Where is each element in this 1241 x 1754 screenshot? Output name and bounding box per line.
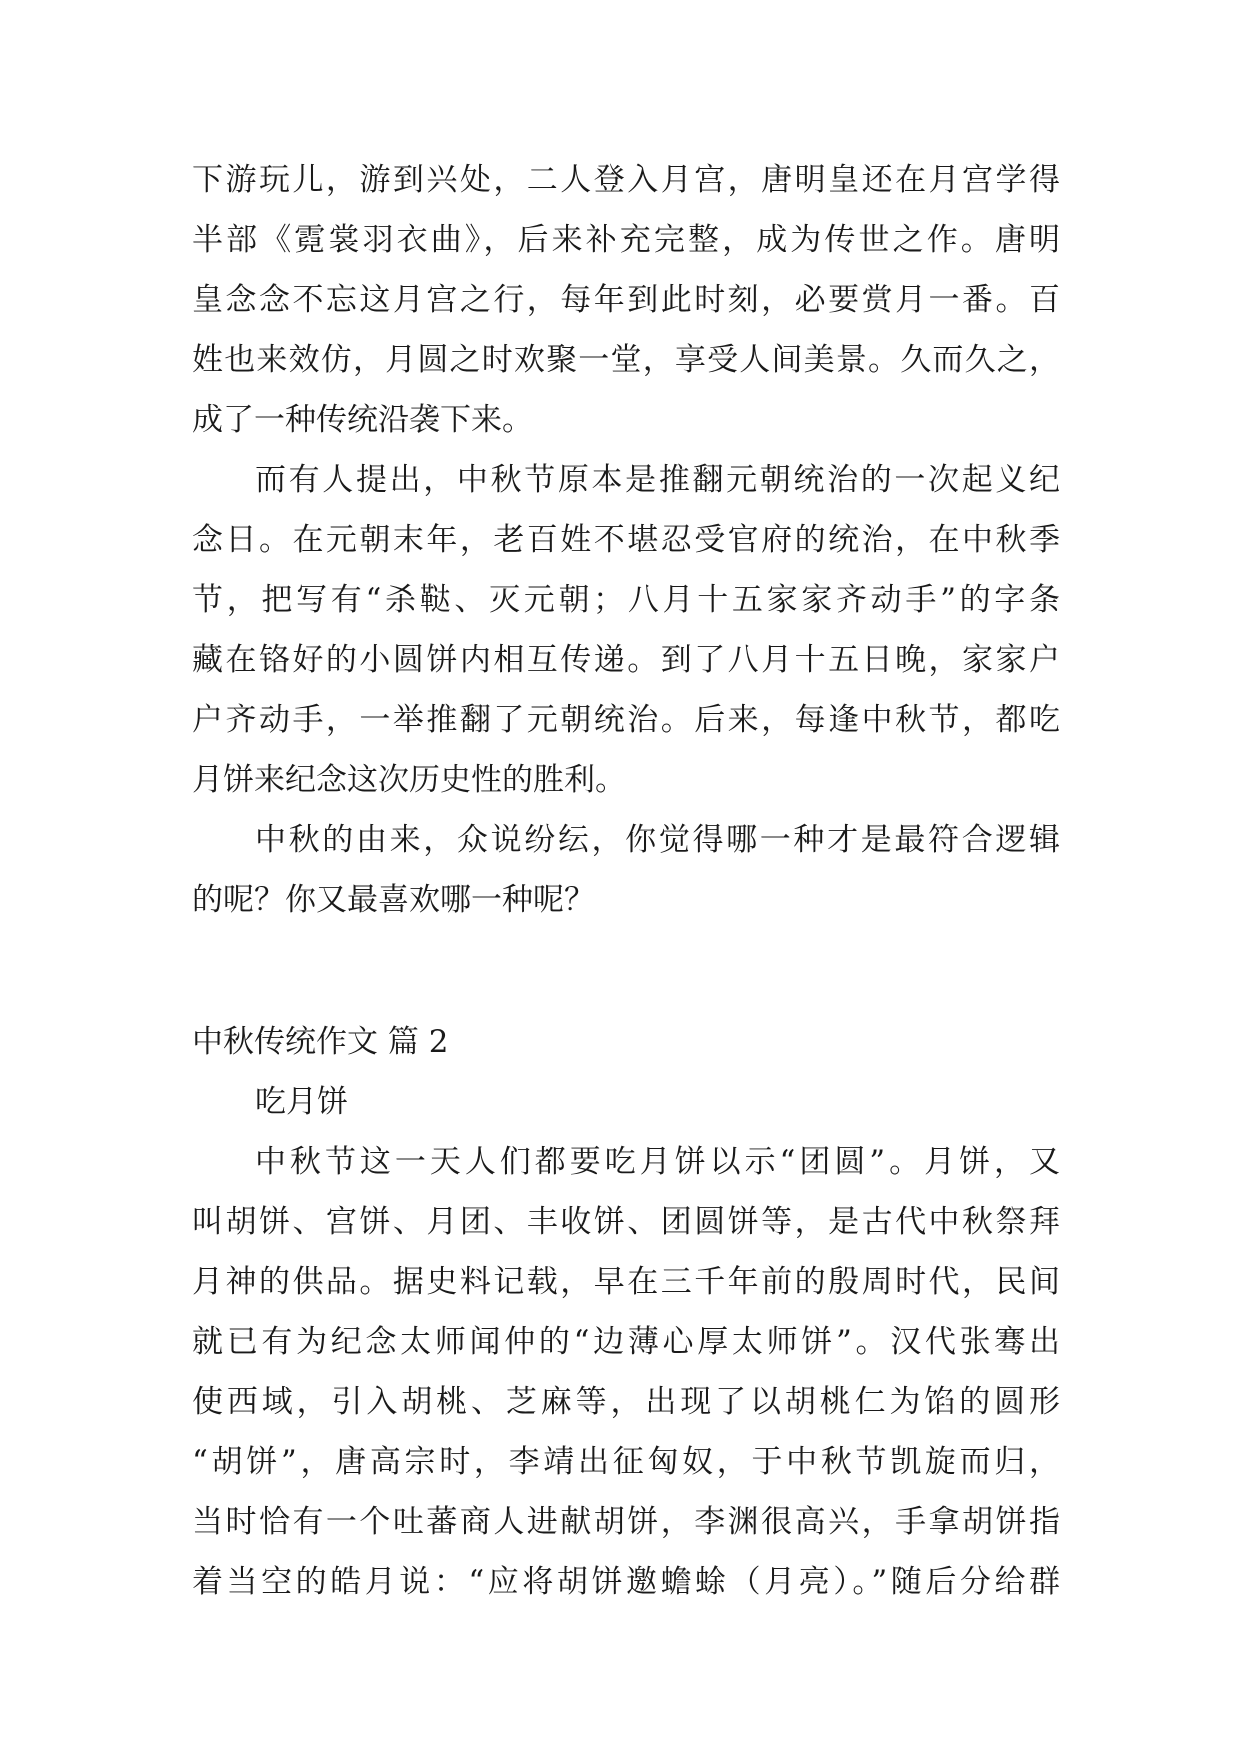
text-line: 月饼来纪念这次历史性的胜利。: [192, 762, 626, 798]
text-line: 的呢？你又最喜欢哪一种呢？: [192, 882, 595, 918]
text-line: “胡饼”，唐高宗时，李靖出征匈奴，于中秋节凯旋而归，: [192, 1444, 1060, 1480]
text-line: 就已有为纪念太师闻仲的“边薄心厚太师饼”。汉代张骞出: [192, 1324, 1060, 1360]
document-page: [192, 150, 1060, 1612]
text-line: 藏在铬好的小圆饼内相互传递。到了八月十五日晚，家家户: [192, 642, 1060, 678]
text-line: 当时恰有一个吐蕃商人进献胡饼，李渊很高兴，手拿胡饼指: [192, 1504, 1060, 1540]
text-line: 中秋节这一天人们都要吃月饼以示“团圆”。月饼，又: [255, 1144, 1060, 1180]
text-line: 而有人提出，中秋节原本是推翻元朝统治的一次起义纪: [255, 462, 1060, 498]
section-heading: 中秋传统作文 篇 2: [192, 1024, 449, 1060]
text-line: 成了一种传统沿袭下来。: [192, 402, 533, 438]
text-line: 节，把写有“杀鞑、灭元朝；八月十五家家齐动手”的字条: [192, 582, 1060, 618]
text-line: 户齐动手，一举推翻了元朝统治。后来，每逢中秋节，都吃: [192, 702, 1060, 738]
text-line: 姓也来效仿，月圆之时欢聚一堂，享受人间美景。久而久之，: [192, 342, 1060, 378]
text-line: 着当空的皓月说：“应将胡饼邀蟾蜍（月亮）。”随后分给群: [192, 1564, 1060, 1600]
text-line: 下游玩儿，游到兴处，二人登入月宫，唐明皇还在月宫学得: [192, 162, 1060, 198]
paragraph-tang-minghuang: [192, 150, 1060, 450]
text-line: 念日。在元朝末年，老百姓不堪忍受官府的统治，在中秋季: [192, 522, 1060, 558]
text-line: 月神的供品。据史料记载，早在三千年前的殷周时代，民间: [192, 1264, 1060, 1300]
paragraph-yuan-uprising: [192, 450, 1060, 810]
text-line: 半部《霓裳羽衣曲》，后来补充完整，成为传世之作。唐明: [192, 222, 1060, 258]
text-line: 叫胡饼、宫饼、月团、丰收饼、团圆饼等，是古代中秋祭拜: [192, 1204, 1060, 1240]
section-spacer: [192, 930, 1060, 1012]
paragraph-mooncake: [192, 1132, 1060, 1612]
paragraph-question: [192, 810, 1060, 930]
text-line: 皇念念不忘这月宫之行，每年到此时刻，必要赏月一番。百: [192, 282, 1060, 318]
text-line: 中秋的由来，众说纷纭，你觉得哪一种才是最符合逻辑: [255, 822, 1060, 858]
subtitle: 吃月饼: [255, 1084, 348, 1120]
text-line: 使西域，引入胡桃、芝麻等，出现了以胡桃仁为馅的圆形: [192, 1384, 1060, 1420]
